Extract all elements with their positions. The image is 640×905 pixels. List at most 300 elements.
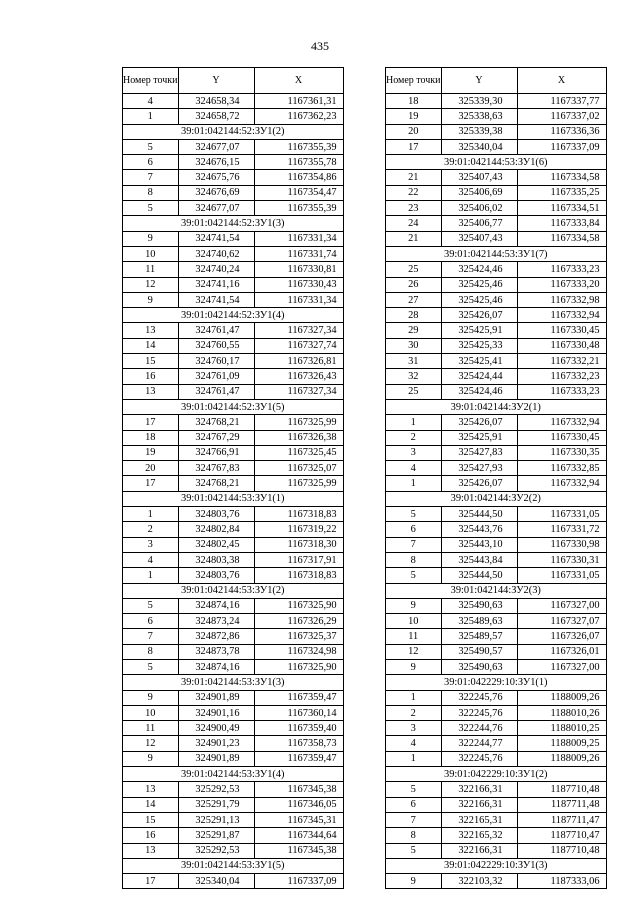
- y-coordinate-cell: 324761,09: [178, 369, 254, 384]
- y-coordinate-cell: 324761,47: [178, 323, 254, 338]
- y-coordinate-cell: 324767,29: [178, 430, 254, 445]
- x-coordinate-cell: 1167327,34: [254, 323, 343, 338]
- point-number-cell: 10: [386, 614, 442, 629]
- x-coordinate-cell: 1167331,34: [254, 292, 343, 307]
- x-coordinate-cell: 1167317,91: [254, 552, 343, 567]
- point-number-cell: 24: [386, 216, 442, 231]
- table-row: [123, 246, 344, 261]
- y-coordinate-cell: 325443,10: [441, 537, 517, 552]
- table-row: [123, 522, 344, 537]
- x-coordinate-cell: 1167327,34: [254, 384, 343, 399]
- x-coordinate-cell: 1167331,34: [254, 231, 343, 246]
- point-number-cell: 10: [123, 705, 179, 720]
- point-number-cell: 1: [123, 507, 179, 522]
- y-coordinate-cell: 324901,89: [178, 690, 254, 705]
- table-row: [123, 170, 344, 185]
- point-number-cell: 11: [386, 629, 442, 644]
- x-coordinate-cell: 1167332,23: [517, 369, 606, 384]
- table-header-row: [123, 68, 344, 94]
- table-row: [386, 262, 607, 277]
- point-number-cell: 12: [386, 644, 442, 659]
- y-coordinate-cell: 324874,16: [178, 659, 254, 674]
- section-row: [386, 858, 607, 873]
- y-coordinate-cell: 325340,04: [441, 139, 517, 154]
- y-coordinate-cell: 324761,47: [178, 384, 254, 399]
- y-coordinate-cell: 322165,32: [441, 828, 517, 843]
- x-coordinate-cell: 1167332,98: [517, 292, 606, 307]
- section-label: 39:01:042144:52:ЗУ1(3): [123, 216, 344, 231]
- y-coordinate-cell: 322244,77: [441, 736, 517, 751]
- point-number-cell: 15: [123, 812, 179, 827]
- y-coordinate-cell: 325340,04: [178, 874, 254, 889]
- y-coordinate-cell: 325424,46: [441, 262, 517, 277]
- y-coordinate-cell: 325427,93: [441, 461, 517, 476]
- table-row: [123, 507, 344, 522]
- x-coordinate-cell: 1167345,38: [254, 782, 343, 797]
- x-coordinate-cell: 1167331,05: [517, 507, 606, 522]
- point-number-cell: 21: [386, 231, 442, 246]
- point-number-cell: 25: [386, 384, 442, 399]
- y-coordinate-cell: 325443,76: [441, 522, 517, 537]
- y-coordinate-cell: 322166,31: [441, 843, 517, 858]
- table-row: [123, 797, 344, 812]
- section-row: [123, 216, 344, 231]
- point-number-cell: 27: [386, 292, 442, 307]
- x-coordinate-cell: 1188009,26: [517, 751, 606, 766]
- section-label: 39:01:042144:53:ЗУ1(4): [123, 767, 344, 782]
- table-row: [123, 705, 344, 720]
- y-coordinate-cell: 325406,77: [441, 216, 517, 231]
- x-coordinate-cell: 1167337,09: [254, 874, 343, 889]
- x-coordinate-cell: 1167327,07: [517, 614, 606, 629]
- y-coordinate-cell: 324741,16: [178, 277, 254, 292]
- x-coordinate-cell: 1167331,74: [254, 246, 343, 261]
- point-number-cell: 1: [123, 568, 179, 583]
- y-coordinate-cell: 325425,91: [441, 323, 517, 338]
- point-number-cell: 6: [123, 155, 179, 170]
- section-label: 39:01:042229:10:ЗУ1(3): [386, 858, 607, 873]
- y-coordinate-cell: 325292,53: [178, 843, 254, 858]
- section-row: [123, 491, 344, 506]
- x-coordinate-cell: 1167362,23: [254, 109, 343, 124]
- section-row: [123, 308, 344, 323]
- header-y: Y: [441, 68, 517, 94]
- x-coordinate-cell: 1167330,43: [254, 277, 343, 292]
- y-coordinate-cell: 325292,53: [178, 782, 254, 797]
- y-coordinate-cell: 324658,34: [178, 94, 254, 109]
- x-coordinate-cell: 1167319,22: [254, 522, 343, 537]
- y-coordinate-cell: 324675,76: [178, 170, 254, 185]
- table-row: [386, 568, 607, 583]
- x-coordinate-cell: 1167334,51: [517, 201, 606, 216]
- point-number-cell: 32: [386, 369, 442, 384]
- x-coordinate-cell: 1167336,36: [517, 124, 606, 139]
- section-label: 39:01:042229:10:ЗУ1(1): [386, 675, 607, 690]
- point-number-cell: 1: [386, 476, 442, 491]
- table-row: [386, 705, 607, 720]
- x-coordinate-cell: 1188009,25: [517, 736, 606, 751]
- table-row: [123, 568, 344, 583]
- x-coordinate-cell: 1167330,31: [517, 552, 606, 567]
- y-coordinate-cell: 325425,46: [441, 277, 517, 292]
- x-coordinate-cell: 1167318,83: [254, 507, 343, 522]
- point-number-cell: 1: [123, 109, 179, 124]
- point-number-cell: 6: [386, 797, 442, 812]
- point-number-cell: 5: [123, 659, 179, 674]
- section-label: 39:01:042144:53:ЗУ1(3): [123, 675, 344, 690]
- point-number-cell: 15: [123, 354, 179, 369]
- table-row: [123, 843, 344, 858]
- table-row: [123, 430, 344, 445]
- point-number-cell: 18: [123, 430, 179, 445]
- section-label: 39:01:042144:52:ЗУ1(5): [123, 399, 344, 414]
- y-coordinate-cell: 324766,91: [178, 445, 254, 460]
- point-number-cell: 9: [386, 598, 442, 613]
- point-number-cell: 8: [386, 828, 442, 843]
- point-number-cell: 28: [386, 308, 442, 323]
- y-coordinate-cell: 325444,50: [441, 507, 517, 522]
- y-coordinate-cell: 324802,45: [178, 537, 254, 552]
- table-row: [123, 537, 344, 552]
- point-number-cell: 5: [386, 568, 442, 583]
- table-row: [386, 338, 607, 353]
- table-row: [123, 94, 344, 109]
- table-row: [123, 369, 344, 384]
- table-row: [386, 552, 607, 567]
- x-coordinate-cell: 1167325,90: [254, 598, 343, 613]
- y-coordinate-cell: 324740,24: [178, 262, 254, 277]
- y-coordinate-cell: 324900,49: [178, 721, 254, 736]
- table-row: [123, 109, 344, 124]
- point-number-cell: 17: [123, 874, 179, 889]
- point-number-cell: 3: [123, 537, 179, 552]
- section-row: [386, 491, 607, 506]
- table-row: [123, 292, 344, 307]
- point-number-cell: 11: [123, 721, 179, 736]
- x-coordinate-cell: 1167333,84: [517, 216, 606, 231]
- x-coordinate-cell: 1167326,43: [254, 369, 343, 384]
- x-coordinate-cell: 1167359,47: [254, 690, 343, 705]
- x-coordinate-cell: 1167337,77: [517, 94, 606, 109]
- table-row: [386, 170, 607, 185]
- point-number-cell: 23: [386, 201, 442, 216]
- x-coordinate-cell: 1187711,47: [517, 812, 606, 827]
- y-coordinate-cell: 325407,43: [441, 170, 517, 185]
- x-coordinate-cell: 1167355,39: [254, 139, 343, 154]
- table-row: [123, 262, 344, 277]
- table-row: [123, 828, 344, 843]
- y-coordinate-cell: 324802,84: [178, 522, 254, 537]
- section-row: [386, 399, 607, 414]
- y-coordinate-cell: 324768,21: [178, 415, 254, 430]
- x-coordinate-cell: 1187710,47: [517, 828, 606, 843]
- y-coordinate-cell: 325427,83: [441, 445, 517, 460]
- table-row: [386, 384, 607, 399]
- x-coordinate-cell: 1187710,48: [517, 843, 606, 858]
- point-number-cell: 26: [386, 277, 442, 292]
- y-coordinate-cell: 325339,38: [441, 124, 517, 139]
- point-number-cell: 17: [123, 476, 179, 491]
- point-number-cell: 13: [123, 323, 179, 338]
- y-coordinate-cell: 322165,31: [441, 812, 517, 827]
- point-number-cell: 18: [386, 94, 442, 109]
- x-coordinate-cell: 1167360,14: [254, 705, 343, 720]
- table-row: [386, 94, 607, 109]
- table-row: [386, 231, 607, 246]
- table-row: [386, 797, 607, 812]
- y-coordinate-cell: 325444,50: [441, 568, 517, 583]
- y-coordinate-cell: 325291,87: [178, 828, 254, 843]
- x-coordinate-cell: 1167333,23: [517, 384, 606, 399]
- y-coordinate-cell: 325424,44: [441, 369, 517, 384]
- x-coordinate-cell: 1167330,45: [517, 430, 606, 445]
- table-row: [123, 185, 344, 200]
- table-row: [123, 461, 344, 476]
- point-number-cell: 31: [386, 354, 442, 369]
- table-row: [123, 598, 344, 613]
- point-number-cell: 7: [123, 629, 179, 644]
- point-number-cell: 21: [386, 170, 442, 185]
- x-coordinate-cell: 1167325,90: [254, 659, 343, 674]
- point-number-cell: 7: [386, 537, 442, 552]
- point-number-cell: 4: [386, 736, 442, 751]
- y-coordinate-cell: 325426,07: [441, 476, 517, 491]
- point-number-cell: 14: [123, 797, 179, 812]
- point-number-cell: 9: [123, 292, 179, 307]
- section-label: 39:01:042144:53:ЗУ1(1): [123, 491, 344, 506]
- header-point-number: Номер точки: [123, 68, 179, 94]
- section-row: [123, 767, 344, 782]
- point-number-cell: 14: [123, 338, 179, 353]
- point-number-cell: 10: [123, 246, 179, 261]
- point-number-cell: 3: [386, 721, 442, 736]
- point-number-cell: 17: [123, 415, 179, 430]
- section-label: 39:01:042144:53:ЗУ1(7): [386, 246, 607, 261]
- x-coordinate-cell: 1167359,47: [254, 751, 343, 766]
- point-number-cell: 16: [123, 828, 179, 843]
- point-number-cell: 1: [386, 751, 442, 766]
- point-number-cell: 12: [123, 736, 179, 751]
- table-row: [123, 476, 344, 491]
- point-number-cell: 6: [123, 614, 179, 629]
- table-row: [386, 812, 607, 827]
- x-coordinate-cell: 1167326,01: [517, 644, 606, 659]
- header-x: X: [254, 68, 343, 94]
- y-coordinate-cell: 324803,76: [178, 568, 254, 583]
- y-coordinate-cell: 324677,07: [178, 139, 254, 154]
- table-row: [386, 369, 607, 384]
- x-coordinate-cell: 1167326,81: [254, 354, 343, 369]
- section-row: [386, 155, 607, 170]
- section-label: 39:01:042144:53:ЗУ1(5): [123, 858, 344, 873]
- point-number-cell: 5: [386, 843, 442, 858]
- x-coordinate-cell: 1167358,73: [254, 736, 343, 751]
- table-row: [386, 507, 607, 522]
- table-row: [123, 874, 344, 889]
- table-row: [123, 659, 344, 674]
- y-coordinate-cell: 322245,76: [441, 690, 517, 705]
- point-number-cell: 7: [123, 170, 179, 185]
- x-coordinate-cell: 1187711,48: [517, 797, 606, 812]
- y-coordinate-cell: 324767,83: [178, 461, 254, 476]
- table-row: [123, 155, 344, 170]
- table-row: [123, 629, 344, 644]
- x-coordinate-cell: 1167333,23: [517, 262, 606, 277]
- point-number-cell: 1: [386, 415, 442, 430]
- table-row: [386, 354, 607, 369]
- table-row: [386, 537, 607, 552]
- y-coordinate-cell: 324741,54: [178, 292, 254, 307]
- x-coordinate-cell: 1167355,39: [254, 201, 343, 216]
- section-label: 39:01:042144:ЗУ2(3): [386, 583, 607, 598]
- x-coordinate-cell: 1167326,29: [254, 614, 343, 629]
- x-coordinate-cell: 1167327,00: [517, 659, 606, 674]
- table-row: [123, 552, 344, 567]
- y-coordinate-cell: 325443,84: [441, 552, 517, 567]
- y-coordinate-cell: 325489,57: [441, 629, 517, 644]
- x-coordinate-cell: 1187710,48: [517, 782, 606, 797]
- y-coordinate-cell: 322245,76: [441, 705, 517, 720]
- point-number-cell: 2: [123, 522, 179, 537]
- table-row: [123, 415, 344, 430]
- x-coordinate-cell: 1188010,26: [517, 705, 606, 720]
- point-number-cell: 8: [123, 644, 179, 659]
- point-number-cell: 20: [386, 124, 442, 139]
- x-coordinate-cell: 1167325,99: [254, 476, 343, 491]
- y-coordinate-cell: 325406,02: [441, 201, 517, 216]
- x-coordinate-cell: 1167324,98: [254, 644, 343, 659]
- section-row: [123, 583, 344, 598]
- x-coordinate-cell: 1167330,98: [517, 537, 606, 552]
- x-coordinate-cell: 1167325,07: [254, 461, 343, 476]
- y-coordinate-cell: 325489,63: [441, 614, 517, 629]
- x-coordinate-cell: 1167330,81: [254, 262, 343, 277]
- page-number: 435: [311, 39, 329, 53]
- x-coordinate-cell: 1167345,38: [254, 843, 343, 858]
- table-header-row: [386, 68, 607, 94]
- x-coordinate-cell: 1167332,94: [517, 308, 606, 323]
- point-number-cell: 17: [386, 139, 442, 154]
- point-number-cell: 22: [386, 185, 442, 200]
- x-coordinate-cell: 1167318,83: [254, 568, 343, 583]
- x-coordinate-cell: 1188009,26: [517, 690, 606, 705]
- y-coordinate-cell: 322244,76: [441, 721, 517, 736]
- x-coordinate-cell: 1167344,64: [254, 828, 343, 843]
- x-coordinate-cell: 1167332,94: [517, 476, 606, 491]
- x-coordinate-cell: 1167325,99: [254, 415, 343, 430]
- point-number-cell: 9: [123, 751, 179, 766]
- table-row: [386, 614, 607, 629]
- y-coordinate-cell: 325426,07: [441, 308, 517, 323]
- x-coordinate-cell: 1167332,21: [517, 354, 606, 369]
- x-coordinate-cell: 1167330,48: [517, 338, 606, 353]
- table-row: [386, 721, 607, 736]
- table-row: [123, 736, 344, 751]
- x-coordinate-cell: 1167337,09: [517, 139, 606, 154]
- table-row: [123, 354, 344, 369]
- point-number-cell: 5: [123, 201, 179, 216]
- point-number-cell: 13: [123, 782, 179, 797]
- x-coordinate-cell: 1167345,31: [254, 812, 343, 827]
- table-row: [386, 308, 607, 323]
- x-coordinate-cell: 1167354,86: [254, 170, 343, 185]
- y-coordinate-cell: 324803,38: [178, 552, 254, 567]
- y-coordinate-cell: 325426,07: [441, 415, 517, 430]
- y-coordinate-cell: 324768,21: [178, 476, 254, 491]
- table-row: [123, 231, 344, 246]
- table-row: [386, 659, 607, 674]
- y-coordinate-cell: 324901,89: [178, 751, 254, 766]
- table-row: [123, 690, 344, 705]
- table-row: [386, 736, 607, 751]
- table-row: [386, 522, 607, 537]
- table-row: [386, 216, 607, 231]
- x-coordinate-cell: 1167327,00: [517, 598, 606, 613]
- table-row: [123, 201, 344, 216]
- y-coordinate-cell: 325490,63: [441, 659, 517, 674]
- x-coordinate-cell: 1167326,07: [517, 629, 606, 644]
- y-coordinate-cell: 322166,31: [441, 782, 517, 797]
- y-coordinate-cell: 324741,54: [178, 231, 254, 246]
- table-row: [386, 292, 607, 307]
- table-row: [386, 139, 607, 154]
- point-number-cell: 11: [123, 262, 179, 277]
- y-coordinate-cell: 325407,43: [441, 231, 517, 246]
- x-coordinate-cell: 1167333,20: [517, 277, 606, 292]
- point-number-cell: 20: [123, 461, 179, 476]
- y-coordinate-cell: 325424,46: [441, 384, 517, 399]
- table-row: [386, 782, 607, 797]
- point-number-cell: 6: [386, 522, 442, 537]
- y-coordinate-cell: 324676,69: [178, 185, 254, 200]
- y-coordinate-cell: 325338,63: [441, 109, 517, 124]
- table-row: [386, 201, 607, 216]
- y-coordinate-cell: 324872,86: [178, 629, 254, 644]
- table-row: [386, 629, 607, 644]
- x-coordinate-cell: 1167334,58: [517, 170, 606, 185]
- table-row: [386, 644, 607, 659]
- y-coordinate-cell: 324677,07: [178, 201, 254, 216]
- x-coordinate-cell: 1167326,38: [254, 430, 343, 445]
- section-label: 39:01:042144:ЗУ2(2): [386, 491, 607, 506]
- point-number-cell: 9: [386, 874, 442, 889]
- table-row: [386, 461, 607, 476]
- section-label: 39:01:042144:53:ЗУ1(2): [123, 583, 344, 598]
- y-coordinate-cell: 324873,78: [178, 644, 254, 659]
- section-row: [386, 675, 607, 690]
- point-number-cell: 8: [123, 185, 179, 200]
- y-coordinate-cell: 324901,23: [178, 736, 254, 751]
- point-number-cell: 5: [386, 782, 442, 797]
- section-row: [123, 399, 344, 414]
- x-coordinate-cell: 1167355,78: [254, 155, 343, 170]
- y-coordinate-cell: 324740,62: [178, 246, 254, 261]
- x-coordinate-cell: 1167325,37: [254, 629, 343, 644]
- x-coordinate-cell: 1167334,58: [517, 231, 606, 246]
- table-row: [386, 415, 607, 430]
- table-row: [123, 614, 344, 629]
- header-point-number: Номер точки: [386, 68, 442, 94]
- point-number-cell: 4: [386, 461, 442, 476]
- y-coordinate-cell: 325490,63: [441, 598, 517, 613]
- table-row: [386, 843, 607, 858]
- x-coordinate-cell: 1167330,35: [517, 445, 606, 460]
- point-number-cell: 9: [386, 659, 442, 674]
- x-coordinate-cell: 1187333,06: [517, 874, 606, 889]
- point-number-cell: 12: [123, 277, 179, 292]
- x-coordinate-cell: 1167318,30: [254, 537, 343, 552]
- x-coordinate-cell: 1167332,94: [517, 415, 606, 430]
